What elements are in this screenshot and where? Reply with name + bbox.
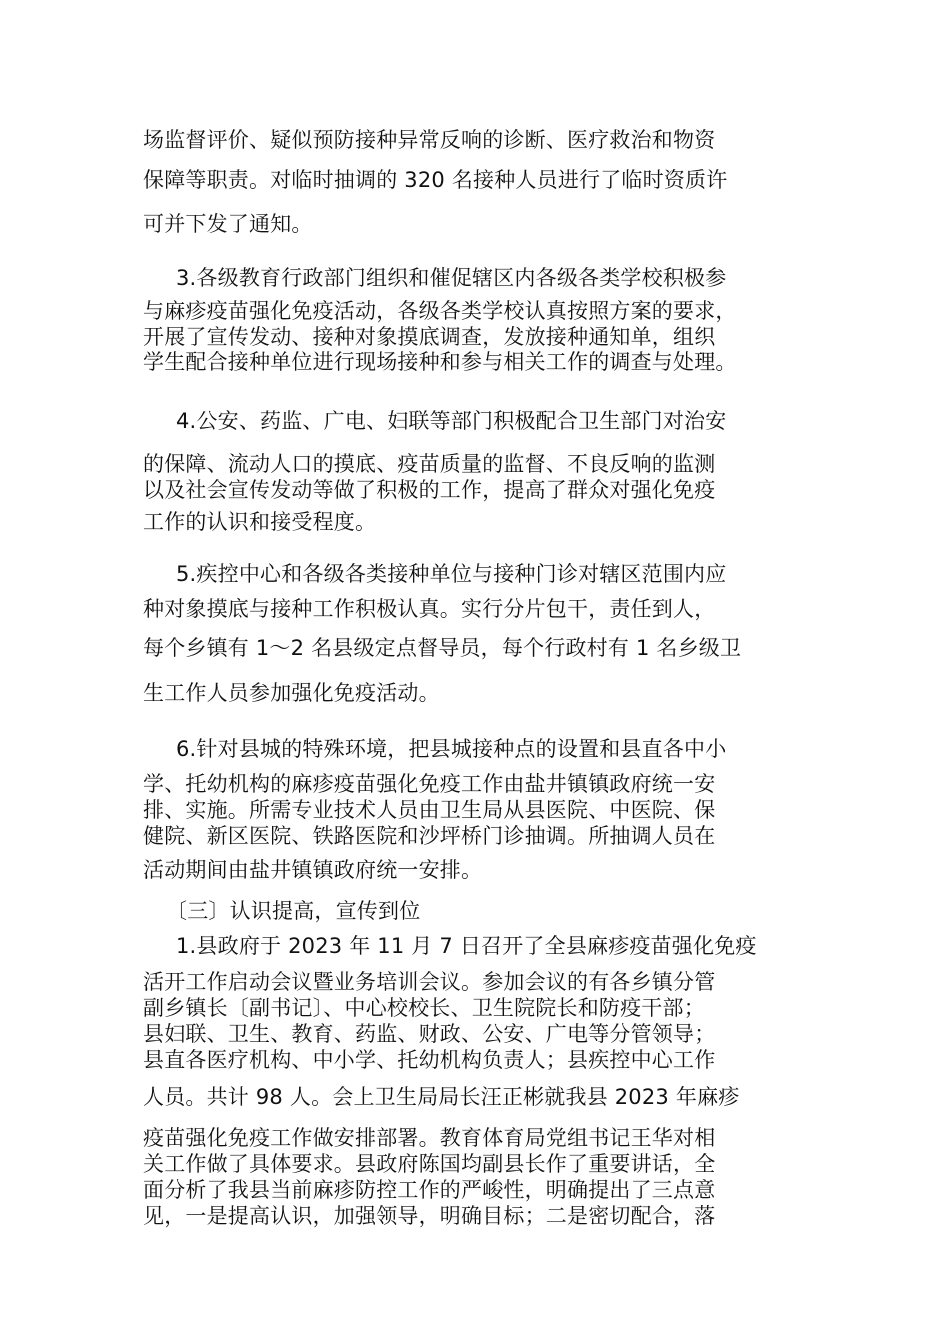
body-text-line: 副乡镇长〔副书记〕、中心校校长、卫生院院长和防疫干部； — [143, 996, 705, 1020]
body-text-line: 健院、新区医院、铁路医院和沙坪桥门诊抽调。所抽调人员在 — [143, 824, 716, 848]
body-text-line: 见，一是提高认识，加强领导，明确目标；二是密切配合，落 — [143, 1204, 716, 1228]
body-text-line: 人员。共计 98 人。会上卫生局局长汪正彬就我县 2023 年麻疹 — [143, 1085, 740, 1109]
body-text-line: 活开工作启动会议暨业务培训会议。参加会议的有各乡镇分管 — [143, 970, 716, 994]
body-text-line: 可并下发了通知。 — [143, 212, 313, 236]
body-text-line: 关工作做了具体要求。县政府陈国均副县长作了重要讲话，全 — [143, 1152, 716, 1176]
body-text-line: 与麻疹疫苗强化免疫活动，各级各类学校认真按照方案的要求， — [143, 299, 737, 323]
body-text-line: 的保障、流动人口的摸底、疫苗质量的监督、不良反响的监测 — [143, 452, 716, 476]
body-text-line: 种对象摸底与接种工作积极认真。实行分片包干，责任到人， — [143, 597, 716, 621]
body-text-line: 学、托幼机构的麻疹疫苗强化免疫工作由盐井镇镇政府统一安 — [143, 772, 716, 796]
body-text-line: 生工作人员参加强化免疫活动。 — [143, 681, 440, 705]
body-text-line: 县直各医疗机构、中小学、托幼机构负责人；县疾控中心工作 — [143, 1048, 716, 1072]
body-text-line: 面分析了我县当前麻疹防控工作的严峻性，明确提出了三点意 — [143, 1178, 716, 1202]
body-text-line: 县妇联、卫生、教育、药监、财政、公安、广电等分管领导； — [143, 1022, 716, 1046]
paragraph-4-first-line: 4.公安、药监、广电、妇联等部门积极配合卫生部门对治安 — [176, 409, 727, 433]
body-text-line: 保障等职责。对临时抽调的 320 名接种人员进行了临时资质许 — [143, 168, 728, 192]
body-text-line: 排、实施。所需专业技术人员由卫生局从县医院、中医院、保 — [143, 798, 716, 822]
paragraph-6-first-line: 6.针对县城的特殊环境，把县城接种点的设置和县直各中小 — [176, 737, 727, 761]
body-text-line: 工作的认识和接受程度。 — [143, 510, 377, 534]
body-text-line: 场监督评价、疑似预防接种异常反响的诊断、医疗救治和物资 — [143, 128, 716, 152]
section-heading: 〔三〕认识提高，宣传到位 — [166, 899, 421, 923]
paragraph-1-first-line: 1.县政府于 2023 年 11 月 7 日召开了全县麻疹疫苗强化免疫 — [176, 934, 757, 958]
body-text-line: 开展了宣传发动、接种对象摸底调查，发放接种通知单，组织 — [143, 325, 716, 349]
body-text-line: 疫苗强化免疫工作做安排部署。教育体育局党组书记王华对相 — [143, 1126, 716, 1150]
body-text-line: 每个乡镇有 1～2 名县级定点督导员，每个行政村有 1 名乡级卫 — [143, 636, 742, 660]
body-text-line: 活动期间由盐井镇镇政府统一安排。 — [143, 858, 483, 882]
paragraph-5-first-line: 5.疾控中心和各级各类接种单位与接种门诊对辖区范围内应 — [176, 562, 727, 586]
body-text-line: 学生配合接种单位进行现场接种和参与相关工作的调查与处理。 — [143, 350, 737, 374]
paragraph-3-first-line: 3.各级教育行政部门组织和催促辖区内各级各类学校积极参 — [176, 266, 727, 290]
body-text-line: 以及社会宣传发动等做了积极的工作，提高了群众对强化免疫 — [143, 478, 716, 502]
